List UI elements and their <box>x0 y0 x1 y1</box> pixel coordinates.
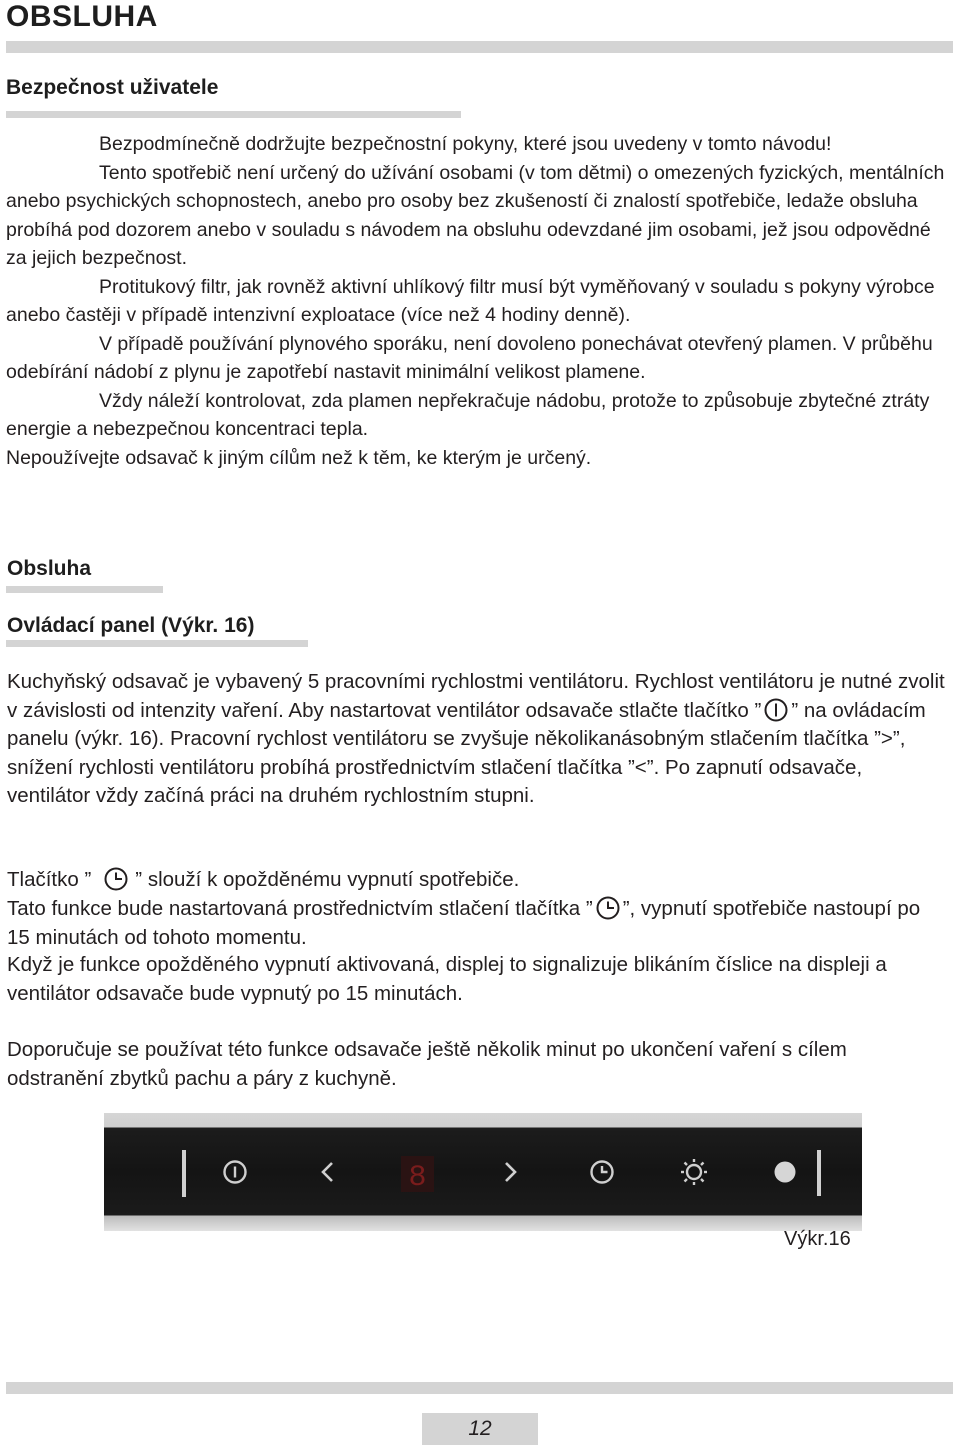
page-number: 12 <box>468 1417 492 1440</box>
safety-paragraph-5: Vždy náleží kontrolovat, zda plamen nepřekračuje nádobu, protože to způsobuje zbytečné ztráty energie a nebezpečnou koncentraci tepla. <box>6 389 930 440</box>
power-icon <box>763 697 789 723</box>
section-heading-safety: Bezpečnost uživatele <box>6 76 219 99</box>
operation-paragraph-3 <box>7 895 947 952</box>
operation-paragraph-5: Doporučuje se používat této funkce odsavače ještě několik minut po ukončení vaření s cílem odstranění zbytků pachu a páry z kuchyně. <box>7 1038 847 1090</box>
operation-p2-end: ” slouží k opožděnému vypnutí spotřebiče. <box>135 868 520 891</box>
operation-p3-end: ”, vypnutí spotřebiče nastoupí po 15 minutách od tohoto momentu. <box>7 897 921 949</box>
safety-paragraph-6: Nepoužívejte odsavač k jiným cílům než k těm, ke kterým je určený. <box>6 446 592 469</box>
section-heading-operation: Obsluha <box>7 557 92 580</box>
panel-light-icon <box>681 1159 707 1185</box>
operation-paragraph-4: Když je funkce opožděného vypnutí aktivovaná, displej to signalizuje blikáním číslice na displeji a ventilátor odsavače bude vypnutý po 15 minutách. <box>7 953 887 1005</box>
panel-power-icon <box>225 1162 246 1183</box>
section-underline-operation <box>6 586 163 593</box>
operation-paragraph-1 <box>7 668 947 811</box>
page-title: OBSLUHA <box>6 0 158 33</box>
safety-text <box>6 130 951 472</box>
operation-p2-start: Tlačítko ” <box>7 868 92 891</box>
subheading-control-panel: Ovládací panel (Výkr. 16) <box>7 614 255 637</box>
title-divider <box>6 41 953 53</box>
panel-left-separator <box>182 1150 186 1197</box>
safety-paragraph-2: Tento spotřebič není určený do užívání osobami (v tom dětmi) o omezených fyzických, mentálních anebo psychických schopnostech, anebo pro osoby bez zkušeností či znalostí spotřebiče, ledaže obsluha probíhá pod dozorem anebo v souladu s návodem na obsluhu odevzdané jim osobami, jež jsou odpovědné za jejich bezpečnost. <box>6 161 945 269</box>
operation-p1-start: Kuchyňský odsavač je vybavený 5 pracovními rychlostmi ventilátoru. Rychlost ventilátoru je nutné zvolit v závislosti od intenzity vaření. Aby nastartovat ventilátor odsavače stlačte tlačítko ” <box>7 670 945 722</box>
panel-right-separator <box>817 1150 821 1196</box>
panel-chevron-right-icon <box>506 1163 515 1181</box>
panel-chevron-left-icon <box>323 1163 332 1181</box>
safety-paragraph-1: Bezpodmínečně dodržujte bezpečnostní pokyny, které jsou uvedeny v tomto návodu! <box>99 133 832 155</box>
clock-icon <box>103 866 129 892</box>
panel-display-digit: 8 <box>408 1161 427 1195</box>
footer-divider <box>6 1382 953 1394</box>
safety-paragraph-3: Protitukový filtr, jak rovněž aktivní uhlíkový filtr musí být vyměňovaný v souladu s pokyny výrobce anebo častěji v případě intenzivní exploatace (více než 4 hodiny denně). <box>6 275 935 326</box>
clock-icon <box>595 895 621 921</box>
operation-paragraph-2 <box>7 866 947 895</box>
panel-clock-icon <box>592 1162 613 1183</box>
safety-paragraph-4: V případě používání plynového sporáku, není dovoleno ponechávat otevřený plamen. V průběhu odebírání nádobí z plynu je zapotřebí nastavit minimální velikost plamene. <box>6 332 933 383</box>
operation-p3-start: Tato funkce bude nastartovaná prostřednictvím stlačení tlačítka ” <box>7 897 593 920</box>
control-panel-figure <box>104 1113 862 1231</box>
section-underline-safety <box>6 111 461 118</box>
figure-caption: Výkr.16 <box>784 1228 851 1250</box>
subheading-underline <box>6 640 308 647</box>
panel-dot-indicator <box>775 1162 796 1183</box>
operation-p1-end: ” na ovládacím panelu (výkr. 16). Pracovní rychlost ventilátoru se zvyšuje několikanásobným stlačením tlačítka ”>”, snížení rychlosti ventilátoru probíhá prostřednictvím stlačení tlačítka ”<”. Po zapnutí odsavače, ventilátor vždy začíná práci na druhém rychlostním stupni. <box>7 698 926 807</box>
